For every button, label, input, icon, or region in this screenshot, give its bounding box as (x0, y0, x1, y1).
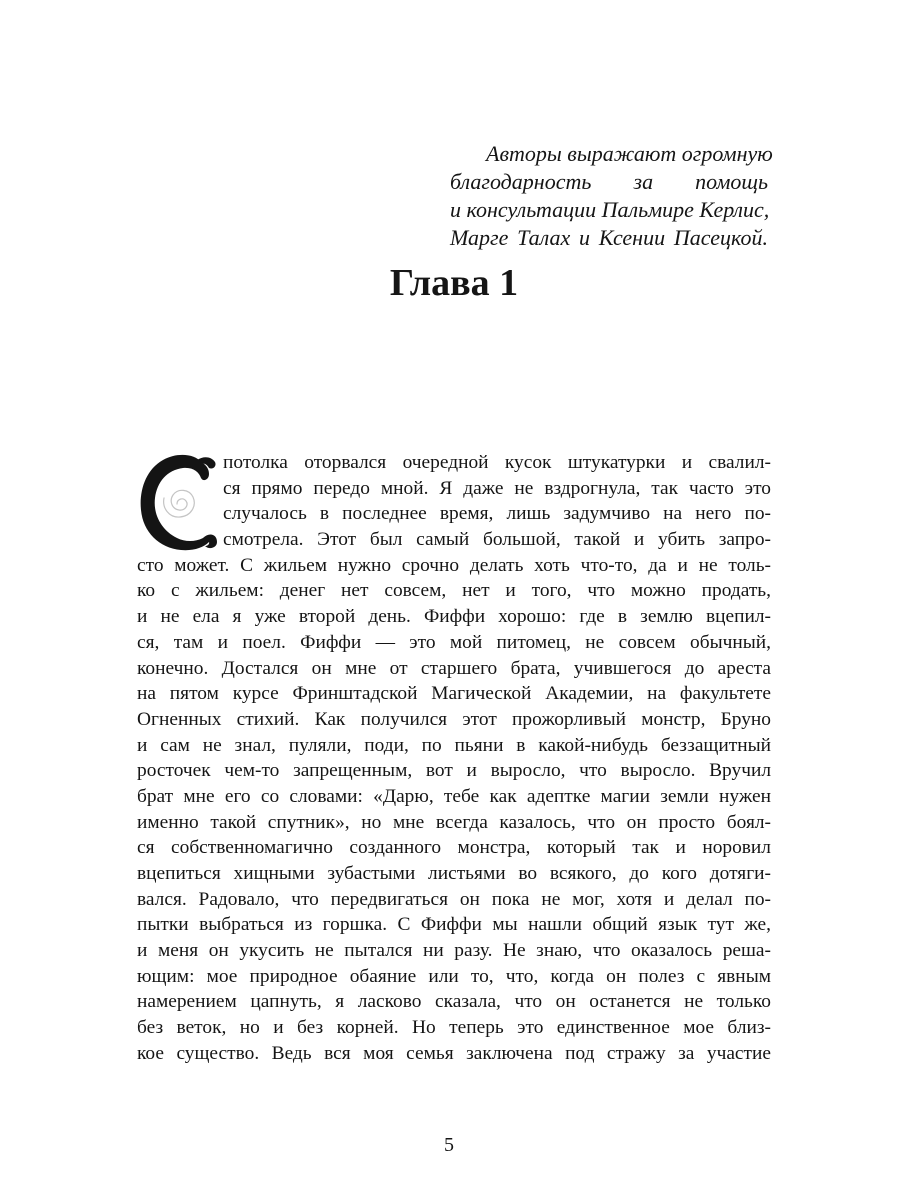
epigraph-line: благодарность за помощь (450, 169, 768, 194)
chapter-body (137, 450, 771, 1067)
body-line: вался. Радовало, что передвигаться он пока не мог, хотя и делал по- (137, 888, 771, 910)
body-line: вцепиться хищными зубастыми листьями во всякого, до кого дотяги- (137, 863, 771, 884)
body-line: без веток, но и без корней. Но теперь это единственное мое близ- (137, 1017, 771, 1039)
body-line: и меня он укусить не пытался ни разу. Не знаю, что оказалось реша- (137, 940, 771, 962)
body-line: росточек чем-то запрещенным, вот и выросло, что выросло. Вручил (137, 760, 771, 782)
body-line: пытки выбраться из горшка. С Фиффи мы нашли общий язык тут же, (137, 914, 771, 936)
epigraph-line: Марге Талах и Ксении Пасецкой. (450, 225, 768, 250)
epigraph-line: Авторы выражают огромную (486, 141, 773, 166)
body-line: ся прямо передо мной. Я даже не вздрогнула, так часто это (223, 477, 771, 499)
body-line: кое существо. Ведь вся моя семья заключена под стражу за участие (137, 1042, 771, 1064)
body-line: и сам не знал, пуляли, поди, по пьяни в какой-нибудь беззащитный (137, 734, 771, 756)
body-line: потолка оторвался очередной кусок штукатурки и свалил- (223, 452, 771, 473)
body-line: ющим: мое природное обаяние или то, что, когда он полез с явным (137, 965, 771, 987)
body-line: ся, там и поел. Фиффи — это мой питомец, не совсем обычный, (137, 631, 771, 653)
body-line: именно такой спутник», но мне всегда казалось, что он просто боял- (137, 811, 771, 833)
chapter-title: Глава 1 (389, 262, 519, 304)
body-line: брат мне его со словами: «Дарю, тебе как адептке магии земли нужен (137, 785, 771, 807)
body-line: на пятом курсе Фринштадской Магической Академии, на факультете (137, 683, 771, 705)
body-line: намерением цапнуть, я ласково сказала, что он останется не только (137, 991, 771, 1013)
body-line: ся собственномагично созданного монстра, который так и норовил (137, 837, 771, 859)
body-line: и не ела я уже второй день. Фиффи хорошо: где в землю вцепил- (137, 606, 771, 628)
body-line: смотрела. Этот был самый большой, такой и убить запро- (223, 529, 771, 551)
body-line: сто может. С жильем нужно срочно делать хоть что-то, да и не толь- (137, 554, 771, 576)
epigraph (450, 140, 773, 252)
body-line: Огненных стихий. Как получился этот прожорливый монстр, Бруно (137, 708, 771, 730)
body-line: ко с жильем: денег нет совсем, нет и того, что можно продать, (137, 580, 771, 602)
body-line: конечно. Достался он мне от старшего брата, учившегося до ареста (137, 657, 771, 679)
epigraph-line: и консультации Пальмире Керлис, (450, 197, 770, 222)
body-line: случалось в последнее время, лишь задумчиво на него по- (223, 503, 771, 525)
page-number: 5 (444, 1134, 454, 1156)
